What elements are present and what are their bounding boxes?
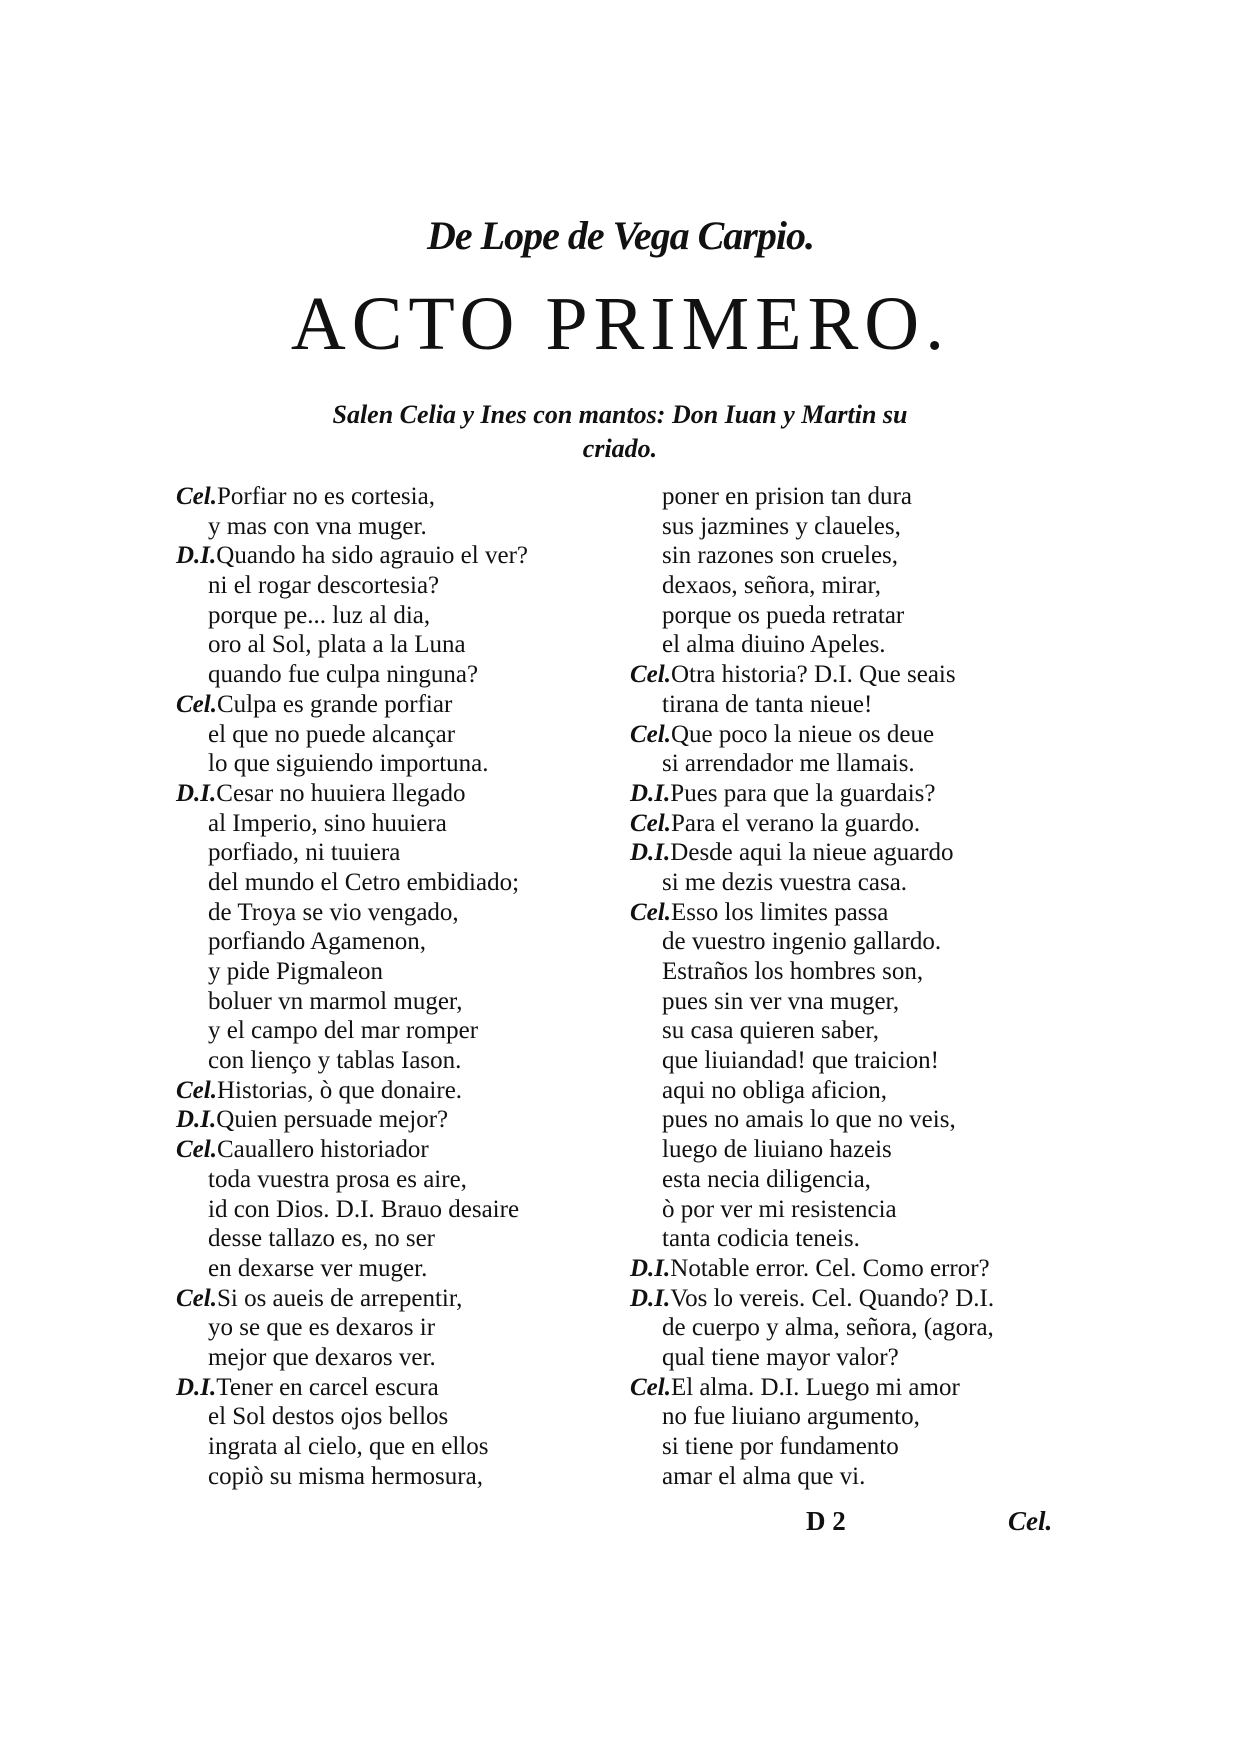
verse-text: Cesar no huuiera llegado — [216, 779, 466, 807]
speaker-label: D.I. — [630, 839, 671, 867]
verse-line — [630, 1254, 1070, 1284]
verse-text: Quien persuade mejor? — [216, 1106, 449, 1134]
verse-line — [176, 927, 636, 957]
verse-text: Para el verano la guardo. — [670, 809, 921, 837]
right-verse-column — [630, 482, 1070, 1491]
signature-mark: D 2 — [806, 1506, 846, 1536]
verse-line — [176, 1046, 636, 1076]
verse-text: de cuerpo y alma, señora, (agora, — [662, 1314, 994, 1342]
verse-text: sin razones son crueles, — [662, 542, 899, 570]
speaker-label: Cel. — [176, 1136, 217, 1164]
verse-text: y el campo del mar romper — [208, 1017, 479, 1045]
verse-text: boluer vn marmol muger, — [208, 987, 463, 1015]
verse-text: en dexarse ver muger. — [208, 1254, 428, 1282]
verse-text: ni el rogar descortesia? — [208, 572, 440, 600]
verse-line — [630, 720, 1070, 750]
verse-text: tirana de tanta nieue! — [662, 690, 873, 718]
speaker-label: Cel. — [176, 1076, 217, 1104]
verse-line — [176, 1373, 636, 1403]
verse-line — [630, 838, 1070, 868]
verse-text: aqui no obliga aficion, — [662, 1076, 887, 1104]
act-title: ACTO PRIMERO. — [290, 282, 951, 366]
verse-line — [176, 1076, 636, 1106]
verse-line — [630, 749, 1070, 779]
verse-text: ò por ver mi resistencia — [662, 1195, 897, 1223]
verse-line — [630, 1224, 1070, 1254]
verse-line — [176, 601, 636, 631]
verse-text: Desde aqui la nieue aguardo — [670, 839, 954, 867]
verse-line — [630, 1076, 1070, 1106]
verse-text: Vos lo vereis. Cel. Quando? D.I. — [670, 1284, 995, 1312]
verse-line — [630, 601, 1070, 631]
verse-text: Esso los limites passa — [670, 898, 889, 926]
verse-text: de vuestro ingenio gallardo. — [662, 928, 942, 956]
speaker-label: Cel. — [630, 809, 671, 837]
stage-direction: Salen Celia y Ines con mantos: Don Iuan y Martin su criado. — [332, 400, 908, 463]
verse-text: Culpa es grande porfiar — [216, 690, 453, 718]
verse-line — [176, 779, 636, 809]
verse-line — [630, 779, 1070, 809]
speaker-label: D.I. — [176, 542, 217, 570]
verse-text: porfiado, ni tuuiera — [208, 839, 401, 867]
verse-line — [630, 1373, 1070, 1403]
verse-line — [630, 898, 1070, 928]
verse-text: mejor que dexaros ver. — [208, 1343, 436, 1371]
verse-text: qual tiene mayor valor? — [662, 1343, 899, 1371]
verse-line — [176, 957, 636, 987]
verse-text: y mas con vna muger. — [208, 512, 427, 540]
verse-line — [630, 1165, 1070, 1195]
verse-line — [176, 1105, 636, 1135]
verse-line — [630, 1195, 1070, 1225]
verse-text: que liuiandad! que traicion! — [662, 1047, 939, 1075]
speaker-label: Cel. — [630, 661, 671, 689]
speaker-label: Cel. — [176, 690, 217, 718]
verse-line — [176, 809, 636, 839]
speaker-label: Cel. — [630, 720, 671, 748]
verse-text: y pide Pigmaleon — [208, 958, 383, 985]
verse-line — [176, 720, 636, 750]
verse-text: pues no amais lo que no veis, — [662, 1106, 956, 1134]
verse-text: luego de liuiano hazeis — [662, 1136, 892, 1164]
verse-text: pues sin ver vna muger, — [662, 987, 900, 1015]
verse-text: al Imperio, sino huuiera — [208, 809, 447, 837]
verse-line — [630, 1343, 1070, 1373]
verse-line — [630, 1016, 1070, 1046]
verse-text: toda vuestra prosa es aire, — [208, 1165, 467, 1193]
speaker-label: Cel. — [176, 483, 217, 510]
verse-line — [176, 690, 636, 720]
verse-line — [176, 1462, 636, 1492]
verse-line — [176, 571, 636, 601]
verse-line — [630, 1462, 1070, 1492]
verse-text: Tener en carcel escura — [216, 1373, 439, 1401]
verse-text: lo que siguiendo importuna. — [208, 750, 489, 778]
verse-line — [630, 1402, 1070, 1432]
verse-text: si me dezis vuestra casa. — [662, 868, 908, 896]
catchword: Cel. — [1008, 1506, 1053, 1536]
speaker-label: D.I. — [176, 1106, 217, 1134]
verse-text: con lienço y tablas Iason. — [208, 1047, 462, 1075]
verse-line — [630, 1105, 1070, 1135]
verse-line — [630, 1135, 1070, 1165]
verse-text: Porfiar no es cortesia, — [216, 483, 435, 510]
verse-text: yo se que es dexaros ir — [208, 1314, 436, 1342]
verse-line — [630, 1313, 1070, 1343]
verse-line — [176, 1313, 636, 1343]
verse-line — [630, 1432, 1070, 1462]
verse-line — [630, 482, 1070, 512]
speaker-label: D.I. — [630, 1284, 671, 1312]
speaker-label: Cel. — [176, 1284, 217, 1312]
speaker-label: Cel. — [630, 898, 671, 926]
verse-line — [630, 512, 1070, 542]
verse-line — [176, 898, 636, 928]
verse-line — [630, 987, 1070, 1017]
verse-text: el alma diuino Apeles. — [662, 631, 886, 659]
verse-line — [176, 482, 636, 512]
verse-text: Cauallero historiador — [216, 1136, 429, 1164]
verse-text: Notable error. Cel. Como error? — [670, 1254, 990, 1282]
verse-text: Otra historia? D.I. Que seais — [670, 661, 956, 689]
verse-text: oro al Sol, plata a la Luna — [208, 631, 466, 659]
verse-text: quando fue culpa ninguna? — [208, 661, 479, 689]
verse-text: id con Dios. D.I. Brauo desaire — [208, 1195, 520, 1223]
speaker-label: D.I. — [630, 1254, 671, 1282]
speaker-label: Cel. — [630, 1373, 671, 1401]
verse-text: desse tallazo es, no ser — [208, 1225, 436, 1253]
verse-text: ingrata al cielo, que en ellos — [208, 1433, 489, 1460]
verse-line — [176, 838, 636, 868]
verse-line — [630, 809, 1070, 839]
speaker-label: D.I. — [630, 779, 671, 807]
verse-text: copiò su misma hermosura, — [208, 1462, 483, 1490]
verse-line — [176, 512, 636, 542]
verse-line — [176, 660, 636, 690]
verse-text: porque os pueda retratar — [662, 601, 905, 629]
verse-line — [176, 1195, 636, 1225]
verse-text: su casa quieren saber, — [662, 1017, 879, 1045]
verse-text: si tiene por fundamento — [662, 1433, 899, 1460]
verse-line — [176, 1343, 636, 1373]
verse-line — [630, 630, 1070, 660]
verse-text: Quando ha sido agrauio el ver? — [216, 542, 528, 570]
verse-text: del mundo el Cetro embidiado; — [208, 868, 520, 896]
verse-line — [630, 660, 1070, 690]
verse-text: Estraños los hombres son, — [662, 958, 924, 985]
verse-line — [176, 987, 636, 1017]
verse-text: el que no puede alcançar — [208, 720, 456, 748]
verse-line — [176, 630, 636, 660]
verse-text: porfiando Agamenon, — [208, 928, 427, 956]
verse-line — [176, 749, 636, 779]
verse-line — [630, 571, 1070, 601]
verse-line — [630, 1046, 1070, 1076]
verse-line — [630, 927, 1070, 957]
verse-text: sus jazmines y claueles, — [662, 512, 901, 540]
verse-text: Que poco la nieue os deue — [670, 720, 935, 748]
verse-line — [176, 1016, 636, 1046]
verse-text: porque pe... luz al dia, — [208, 601, 431, 629]
verse-line — [630, 1284, 1070, 1314]
verse-text: Pues para que la guardais? — [670, 779, 936, 807]
verse-line — [630, 957, 1070, 987]
verse-line — [630, 868, 1070, 898]
verse-text: Historias, ò que donaire. — [216, 1076, 463, 1104]
verse-text: amar el alma que vi. — [662, 1462, 866, 1490]
verse-text: esta necia diligencia, — [662, 1165, 871, 1193]
verse-line — [630, 690, 1070, 720]
speaker-label: D.I. — [176, 779, 217, 807]
verse-text: no fue liuiano argumento, — [662, 1403, 920, 1431]
verse-line — [176, 1402, 636, 1432]
verse-text: dexaos, señora, mirar, — [662, 572, 882, 600]
speaker-label: D.I. — [176, 1373, 217, 1401]
verse-line — [176, 1135, 636, 1165]
verse-text: El alma. D.I. Luego mi amor — [670, 1373, 960, 1401]
verse-line — [176, 1432, 636, 1462]
verse-line — [176, 1165, 636, 1195]
verse-text: si arrendador me llamais. — [662, 750, 915, 778]
running-head: De Lope de Vega Carpio. — [427, 213, 814, 258]
verse-text: Si os aueis de arrepentir, — [216, 1284, 463, 1312]
verse-text: tanta codicia teneis. — [662, 1225, 860, 1253]
verse-line — [176, 1284, 636, 1314]
verse-line — [176, 541, 636, 571]
verse-line — [176, 1254, 636, 1284]
verse-line — [176, 1224, 636, 1254]
left-verse-column — [176, 482, 636, 1491]
verse-text: el Sol destos ojos bellos — [208, 1403, 449, 1431]
verse-line — [630, 541, 1070, 571]
verse-line — [176, 868, 636, 898]
verse-text: poner en prision tan dura — [662, 483, 912, 510]
verse-text: de Troya se vio vengado, — [208, 898, 459, 926]
